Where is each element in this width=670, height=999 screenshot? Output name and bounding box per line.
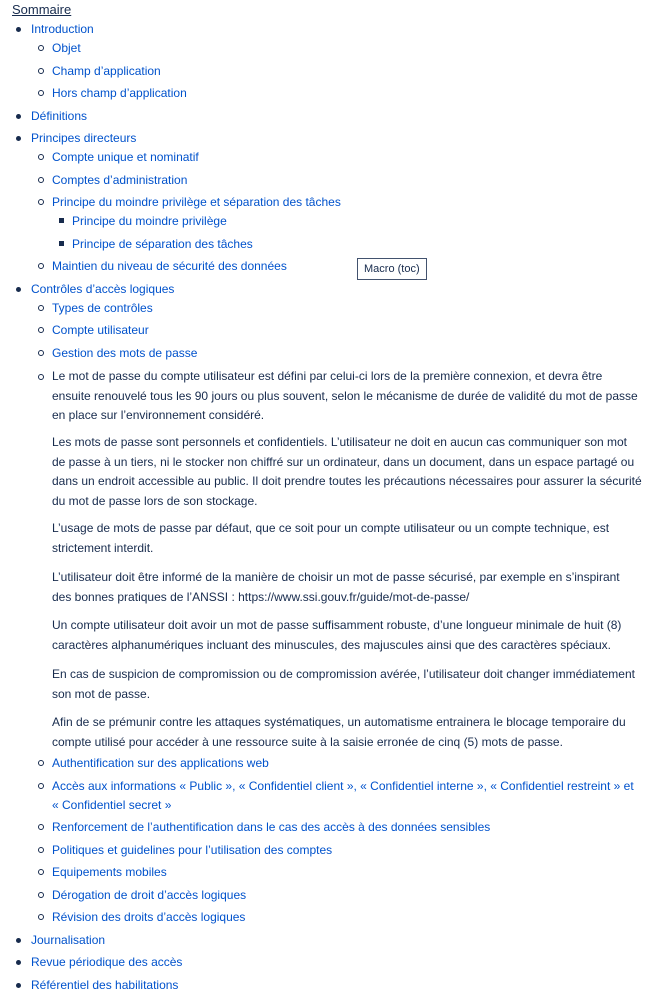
- toc-link[interactable]: Hors champ d’application: [52, 86, 187, 100]
- toc-link[interactable]: Accès aux informations « Public », « Confidentiel client », « Confidentiel interne », « Confidentiel restreint » et: [52, 779, 634, 793]
- toc-link[interactable]: Introduction: [31, 22, 94, 36]
- toc-item-auth-web[interactable]: [52, 754, 269, 772]
- toc-item-hors-champ[interactable]: [52, 84, 187, 102]
- toc-link[interactable]: Equipements mobiles: [52, 865, 167, 879]
- toc-item-maintien[interactable]: [52, 257, 287, 275]
- toc-link[interactable]: Principe du moindre privilège: [72, 214, 227, 228]
- toc-item-definitions[interactable]: [31, 107, 87, 125]
- content-paragraph: L’usage de mots de passe par défaut, que ce soit pour un compte utilisateur ou un compte technique, est strictement interdit.: [52, 521, 610, 555]
- toc-link[interactable]: Compte utilisateur: [52, 323, 149, 337]
- content-paragraph: Le mot de passe du compte utilisateur est défini par celui-ci lors de la première connexion, et devra être ensuite renouvelé tous les 90 jours ou plus souvent, selon le mécanisme de durée de validité du mot de passe en place sur l’environnement considéré.: [52, 367, 642, 426]
- toc-item-compte-unique[interactable]: [52, 148, 199, 166]
- toc-item-acces-info-cont[interactable]: [52, 796, 171, 814]
- toc-item-principes[interactable]: [31, 129, 136, 147]
- toc-item-comptes-admin[interactable]: [52, 171, 187, 189]
- toc-link[interactable]: Contrôles d’accès logiques: [31, 282, 175, 296]
- toc-item-compte-utilisateur[interactable]: [52, 321, 149, 339]
- toc-item-politiques[interactable]: [52, 841, 332, 859]
- toc-item-types-controles[interactable]: [52, 299, 153, 317]
- toc-link[interactable]: Référentiel des habilitations: [31, 978, 179, 992]
- toc-link[interactable]: Principes directeurs: [31, 131, 137, 145]
- toc-link[interactable]: Revue périodique des accès: [31, 955, 183, 969]
- content-paragraph: L’utilisateur doit être informé de la manière de choisir un mot de passe sécurisé, par exemple en s’inspirant des bonnes pratiques de l’ANSSI : https://www.ssi.gouv.fr/guide/mot-de-passe/: [52, 570, 620, 604]
- toc-link[interactable]: Dérogation de droit d’accès logiques: [52, 888, 247, 902]
- content-paragraph: En cas de suspicion de compromission ou de compromission avérée, l’utilisateur doit changer immédiatement son mot de passe.: [52, 667, 635, 701]
- toc-item-principe-moindre-sep[interactable]: [52, 193, 341, 211]
- toc-link[interactable]: Authentification sur des applications web: [52, 756, 269, 770]
- toc-link[interactable]: Révision des droits d’accès logiques: [52, 910, 246, 924]
- toc-link[interactable]: Champ d’application: [52, 64, 161, 78]
- toc-link[interactable]: Définitions: [31, 109, 88, 123]
- toc-item-referentiel[interactable]: [31, 976, 178, 994]
- toc-item-journalisation[interactable]: [31, 931, 105, 949]
- toc-item-equipements[interactable]: [52, 863, 167, 881]
- toc-item-renforcement[interactable]: [52, 818, 490, 836]
- toc-link[interactable]: Comptes d’administration: [52, 173, 188, 187]
- toc-item-controles[interactable]: [31, 280, 174, 298]
- toc-item-derogation[interactable]: [52, 886, 246, 904]
- toc-item-principe-moindre[interactable]: [72, 212, 227, 230]
- macro-tooltip: Macro (toc): [357, 258, 427, 280]
- toc-link[interactable]: Principe de séparation des tâches: [72, 237, 253, 251]
- toc-link[interactable]: Gestion des mots de passe: [52, 346, 198, 360]
- toc-item-champ[interactable]: [52, 62, 161, 80]
- toc-link[interactable]: Journalisation: [31, 933, 106, 947]
- toc-link[interactable]: Objet: [52, 41, 81, 55]
- toc-link[interactable]: Principe du moindre privilège et séparation des tâches: [52, 195, 341, 209]
- toc-item-principe-separation[interactable]: [72, 235, 253, 253]
- toc-link[interactable]: Types de contrôles: [52, 301, 153, 315]
- toc-link[interactable]: Renforcement de l’authentification dans le cas des accès à des données sensibles: [52, 820, 491, 834]
- toc-item-objet[interactable]: [52, 39, 81, 57]
- toc-item-introduction[interactable]: [31, 20, 94, 38]
- content-paragraph: Un compte utilisateur doit avoir un mot de passe suffisamment robuste, d’une longueur minimale de huit (8) caractères alphanumériques incluant des minuscules, des majuscules ainsi que des caractères spéciaux.: [52, 618, 622, 652]
- toc-link[interactable]: Maintien du niveau de sécurité des données: [52, 259, 287, 273]
- toc-title: Sommaire: [12, 2, 72, 17]
- toc-link[interactable]: « Confidentiel secret »: [52, 798, 172, 812]
- toc-item-revision[interactable]: [52, 908, 245, 926]
- toc-link[interactable]: Compte unique et nominatif: [52, 150, 199, 164]
- content-paragraph: Afin de se prémunir contre les attaques systématiques, un automatisme entrainera le blocage temporaire du compte utilisé pour accéder à une ressource suite à la saisie erronée de cinq (5) mots de passe.: [52, 715, 626, 749]
- toc-item-revue[interactable]: [31, 953, 182, 971]
- content-paragraph: Les mots de passe sont personnels et confidentiels. L’utilisateur ne doit en aucun cas communiquer son mot de passe à un tiers, ni le stocker non chiffré sur un ordinateur, dans un document, dans un espace partagé ou dans un endroit accessible au public. Il doit prendre toutes les précautions nécessaires pour assurer la sécurité du mot de passe lors de son stockage.: [52, 435, 642, 508]
- toc-item-gestion-mdp[interactable]: [52, 344, 197, 362]
- toc-link[interactable]: Politiques et guidelines pour l’utilisation des comptes: [52, 843, 333, 857]
- toc-item-acces-info[interactable]: [52, 777, 634, 795]
